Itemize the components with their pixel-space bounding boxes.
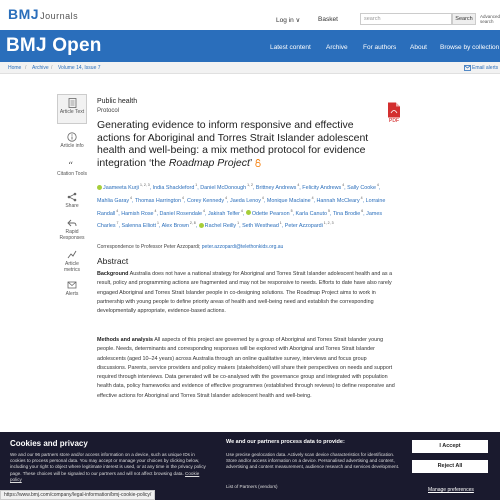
author-link[interactable]: Daniel Rosendale: [159, 210, 203, 217]
journal-title[interactable]: BMJ Open: [6, 35, 102, 56]
author-link[interactable]: Lorraine Randall: [97, 197, 386, 217]
abstract-methods: Methods and analysis All aspects of this project are governed by a group of Aboriginal and Torres Strait Islander young people. Needs, determinants and corresponding responses will be explored with Aboriginal and Torres Strait Islander adolescents (aged 10–24 years) across Australia through an online qualitative survey, interviews and focus group discussions. Parents, service providers and policy makers (stakeholders) will share their perspectives on needs and support required through interviews. Data generated will be co-analysed with the governance group and integrated with population health data, policy frameworks and evidence of effective programmes (established through reviews) to define responsive and effective actions for Aboriginal and Torres Strait Islander adolescent health and well-being.: [97, 337, 395, 399]
author-link[interactable]: Peter Azzopardi: [284, 223, 323, 230]
cookie-policy-link[interactable]: Cookie policy: [10, 470, 200, 482]
envelope-icon: [67, 280, 77, 290]
author-link[interactable]: Corey Kennedy: [186, 197, 225, 204]
tool-citation-tools[interactable]: [57, 160, 87, 177]
author-link[interactable]: Daniel McDonough: [200, 184, 247, 191]
reply-icon: [67, 218, 77, 228]
tool-article-info[interactable]: [57, 132, 87, 149]
nav-for-authors[interactable]: For authors: [363, 44, 397, 51]
advanced-search-link[interactable]: Advanced search: [480, 14, 500, 24]
accept-button[interactable]: I Accept: [412, 440, 488, 453]
orcid-icon[interactable]: [246, 210, 251, 215]
journal-navbar: [0, 30, 500, 62]
tool-share[interactable]: [57, 192, 87, 209]
author-link[interactable]: James Charles: [97, 210, 383, 230]
email-alerts-link[interactable]: Email alerts: [472, 65, 499, 71]
status-bar-url: https://www.bmj.com/company/legal-information/bmj-cookie-policy/: [0, 490, 155, 500]
author-list: Jaameeta Kurji $^{1, 2, 3}$, India Shackleford $^1$, Daniel McDonough $^{1, 2}$, Brittney Andrews $^4$, Felicity Andrews $^4$, Sally Cooke $^4$, Mahlia Garay $^4$, Thomas Harrington $^4$, Corey Kennedy $^4$, Jaeda Lenoy $^4$, Monique Maclaine $^4$, Hannah McCleary $^4$, Lorraine Randall $^4$, Hamish Rose $^4$, Daniel Rosendale $^4$, Jakirah Telfer $^4$, Odette Pearson $^5$, Karla Canuto $^5$, Tina Brodie $^6$, James Charles $^7$, Salenna Elliott $^1$, Alex Brown $^{2, 8}$, Rachel Reilly $^1$, Seth Westhead $^1$, Peter Azzopardi $^{1, 2, 3}$: [97, 183, 386, 230]
author-link[interactable]: Monique Maclaine: [266, 197, 311, 204]
top-bar: [0, 0, 500, 30]
author-link[interactable]: Jaameeta Kurji: [103, 184, 139, 191]
breadcrumb-separator: /: [25, 65, 27, 71]
article-type: Protocol: [97, 108, 120, 114]
author-link[interactable]: India Shackleford: [152, 184, 195, 191]
tool-label: Citation Tools: [57, 171, 87, 177]
correspondence: Correspondence to Professor Peter Azzopardi; peter.azzopardi@telethonkids.org.au: [97, 244, 284, 250]
pdf-label[interactable]: PDF: [389, 118, 399, 124]
author-link[interactable]: Mahlia Garay: [97, 197, 130, 204]
orcid-icon[interactable]: [199, 223, 204, 228]
search-button[interactable]: Search: [452, 13, 476, 25]
tool-alerts[interactable]: [57, 280, 87, 297]
bmj-logo[interactable]: BMJJournals: [8, 6, 79, 22]
abstract-background: Background Australia does not have a national strategy for Aboriginal and Torres Strait Islander adolescent health and as a result, policy and programming actions are fragmented and may not be responsive to needs. Efforts to date have also rarely engaged Aboriginal and Torres Strait Islander people in co-designing solutions. The Roadmap Project aims to work in partnership with young people to define priority areas of health and well-being need and establish the corresponding developmentally appropriate, evidence-based actions.: [97, 271, 393, 315]
basket-link[interactable]: Basket: [318, 16, 338, 23]
document-icon: [68, 98, 77, 108]
tool-label: Rapid Responses: [59, 229, 85, 241]
login-link[interactable]: Log in ∨: [276, 17, 301, 24]
author-link[interactable]: Salenna Elliott: [121, 223, 156, 230]
author-link[interactable]: Brittney Andrews: [255, 184, 297, 191]
partners-list-link[interactable]: List of Partners (vendors): [226, 484, 278, 489]
nav-latest-content[interactable]: Latest content: [270, 44, 311, 51]
tool-label: Article info: [60, 143, 84, 149]
article-title: Generating evidence to inform responsive and effective actions for Aboriginal and Torres Strait Islander adolescent health and well-being: a mix method protocol for evidence integration ‘the Roadmap Project’: [97, 119, 369, 169]
envelope-icon: [464, 65, 471, 71]
open-access-icon: [255, 159, 261, 167]
author-link[interactable]: Karla Canuto: [295, 210, 328, 217]
abstract-heading: Abstract: [97, 256, 129, 266]
orcid-icon[interactable]: [97, 185, 102, 190]
cookie-purposes-title: We and our partners process data to provide:: [226, 439, 345, 445]
nav-about[interactable]: About: [410, 44, 427, 51]
breadcrumb-issue[interactable]: Volume 14, Issue 7: [58, 65, 101, 71]
author-link[interactable]: Sally Cooke: [347, 184, 376, 191]
author-link[interactable]: Hamish Rose: [121, 210, 154, 217]
manage-preferences-link[interactable]: Manage preferences: [428, 487, 474, 493]
breadcrumb-separator: /: [51, 65, 53, 71]
author-link[interactable]: Seth Westhead: [242, 223, 279, 230]
tool-label: Share: [65, 203, 79, 209]
author-link[interactable]: Rachel Reilly: [204, 223, 237, 230]
tool-label: Alerts: [65, 291, 79, 297]
author-link[interactable]: Hannah McCleary: [316, 197, 360, 204]
tool-label: Article Text: [59, 109, 85, 115]
reject-all-button[interactable]: Reject All: [412, 460, 488, 473]
correspondence-email-link[interactable]: peter.azzopardi@telethonkids.org.au: [201, 244, 284, 250]
pdf-icon[interactable]: [387, 102, 401, 118]
breadcrumb-home[interactable]: Home: [8, 65, 22, 71]
nav-archive[interactable]: Archive: [326, 44, 348, 51]
author-link[interactable]: Thomas Harrington: [134, 197, 182, 204]
tool-article-metrics[interactable]: [57, 250, 87, 273]
author-link[interactable]: Alex Brown: [161, 223, 189, 230]
cookie-title: Cookies and privacy: [10, 439, 88, 448]
search-input[interactable]: search: [360, 13, 452, 25]
author-link[interactable]: Odette Pearson: [251, 210, 290, 217]
author-link[interactable]: Tina Brodie: [332, 210, 361, 217]
author-link[interactable]: Jakirah Telfer: [207, 210, 240, 217]
breadcrumb: [0, 62, 500, 74]
tool-article-text[interactable]: [57, 94, 87, 124]
share-icon: [67, 192, 77, 202]
author-link[interactable]: Jaeda Lenoy: [230, 197, 261, 204]
info-icon: [67, 132, 77, 142]
nav-browse-by-collection[interactable]: Browse by collection: [440, 44, 500, 51]
cookie-text: We and our 96 partners store and/or access information on a device, such as unique IDs in cookies to process personal data. You may accept or manage your choices by clicking below, including your right to object where legitimate interest is used, or at any time in the privacy policy page. These choices will be signaled to our partners and will not affect browsing data. Cookie policy: [10, 452, 206, 482]
tool-label: Article metrics: [63, 261, 81, 273]
svg-text:“: “: [68, 161, 74, 170]
metrics-chart-icon: [67, 250, 77, 260]
article-section[interactable]: Public health: [97, 98, 138, 105]
cookie-purposes-text: Use precise geolocation data. Actively scan device characteristics for identification. Store and/or access information on a device. Personalised advertising and content, advertising and content measurement, audience research and services development.: [226, 452, 400, 470]
quote-icon: [67, 160, 77, 170]
author-link[interactable]: Felicity Andrews: [302, 184, 342, 191]
breadcrumb-archive[interactable]: Archive: [32, 65, 49, 71]
tool-rapid-responses[interactable]: [57, 218, 87, 241]
